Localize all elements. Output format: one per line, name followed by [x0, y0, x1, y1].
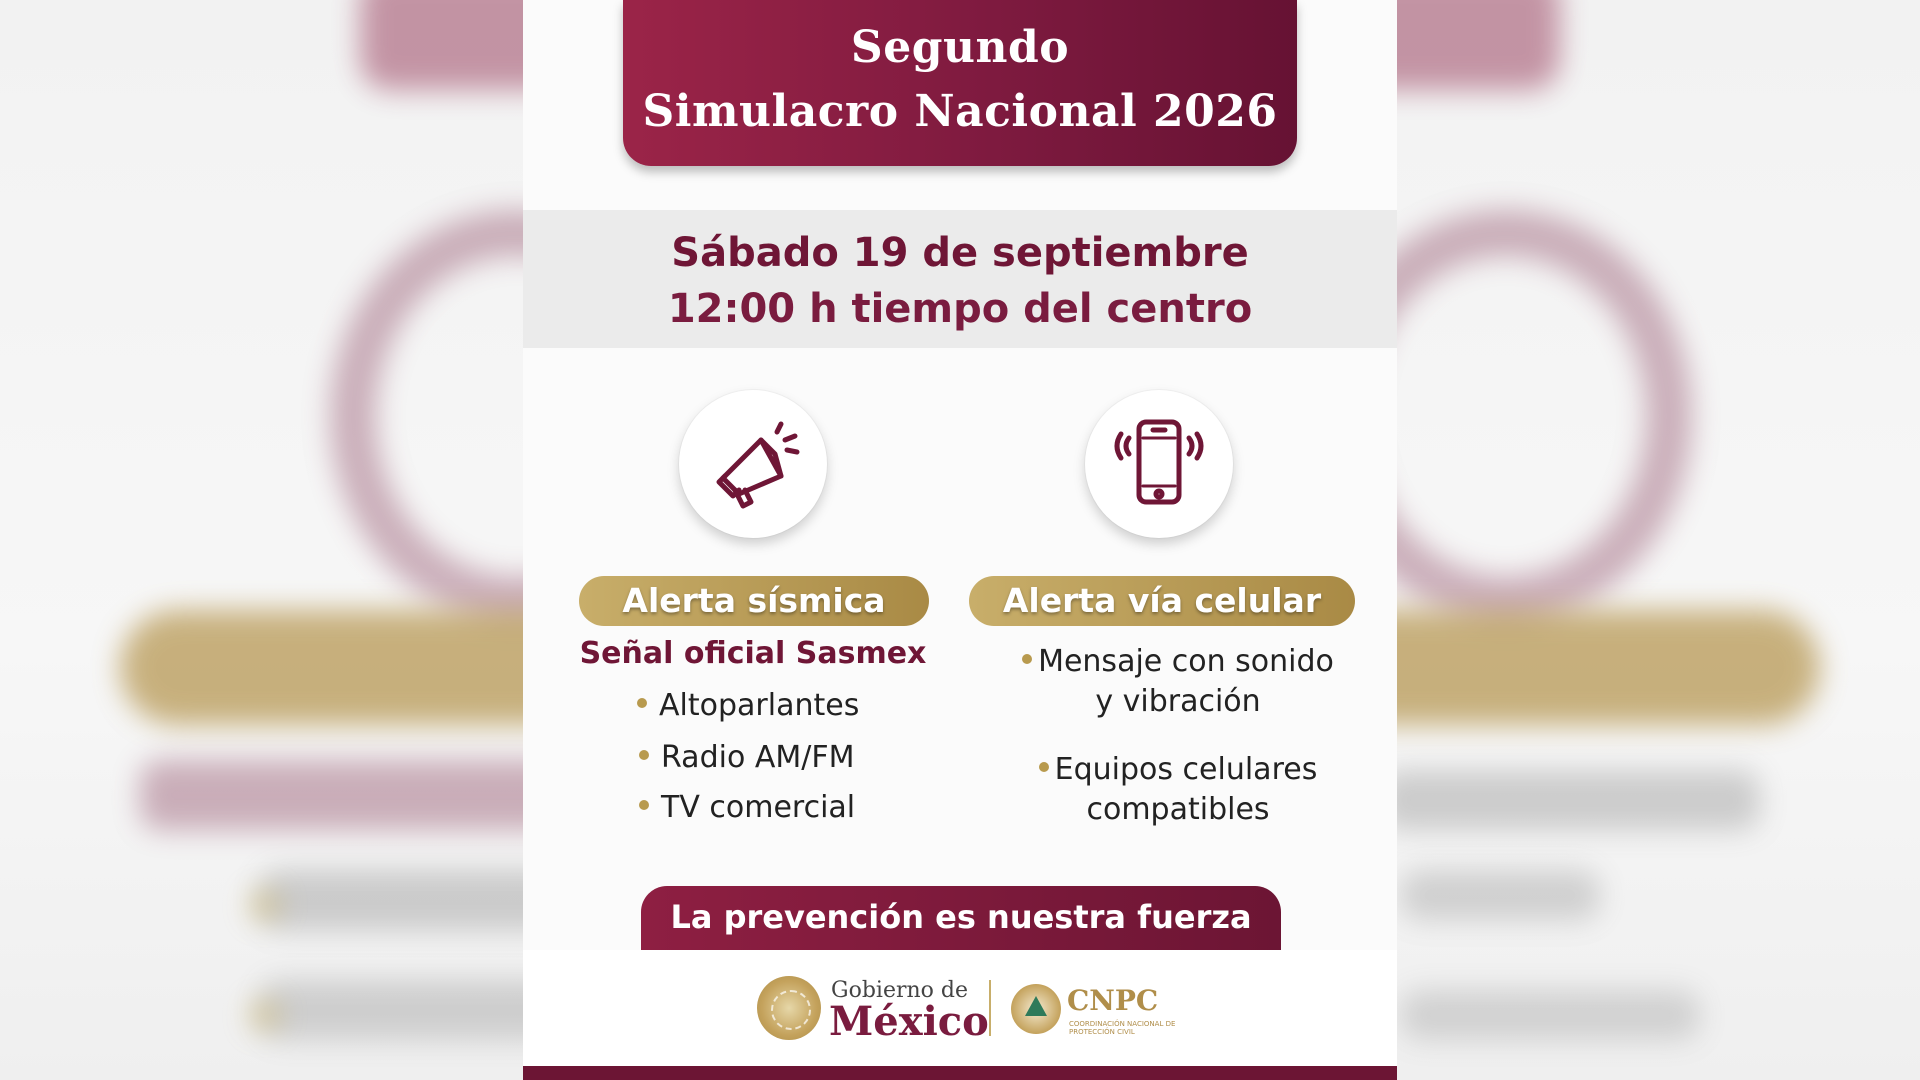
blurred-shape [1400, 990, 1700, 1040]
cnpc-label: CNPC [1067, 984, 1159, 1017]
list-item-label: Equipos celulares [1054, 752, 1318, 787]
blurred-shape [250, 890, 280, 920]
bullet-dot [637, 698, 647, 708]
blurred-shape [1380, 770, 1760, 830]
cnpc-sublabel: COORDINACIÓN NACIONAL DE PROTECCIÓN CIVIL [1069, 1020, 1176, 1036]
footer-bar [523, 1066, 1397, 1080]
blurred-shape [1400, 870, 1600, 920]
phone-alert-pill: Alerta vía celular [969, 576, 1355, 626]
logo-divider [989, 980, 991, 1036]
bullet-dot [1022, 654, 1032, 664]
list-item [993, 642, 1363, 722]
seismic-alert-pill: Alerta sísmica [579, 576, 929, 626]
list-item-label: compatibles [1086, 792, 1270, 827]
mexico-label: México [829, 998, 989, 1045]
date-band [523, 210, 1397, 348]
bullet-dot [1039, 762, 1049, 772]
list-item [639, 790, 855, 825]
phone-icon-circle [1085, 390, 1233, 538]
poster [523, 0, 1397, 1080]
list-item-label: Mensaje con sonido [1038, 644, 1334, 679]
list-item-label: y vibración [1095, 684, 1261, 719]
sasmex-subtitle: Señal oficial Sasmex [579, 636, 927, 671]
list-item [993, 750, 1363, 830]
phone-vibrate-icon [1109, 414, 1209, 514]
title-line-1: Segundo [850, 22, 1070, 73]
bullet-dot [639, 800, 649, 810]
megaphone-icon [705, 416, 801, 512]
list-item-label: TV comercial [661, 790, 856, 825]
bullet-dot [639, 750, 649, 760]
list-item-label: Altoparlantes [659, 688, 860, 723]
list-item-label: Radio AM/FM [661, 740, 855, 775]
blurred-shape [250, 1000, 280, 1030]
title-banner [623, 0, 1297, 166]
list-item [637, 688, 859, 723]
national-seal-icon [757, 976, 821, 1040]
footer [523, 950, 1397, 1066]
cnpc-logo-icon [1011, 984, 1061, 1034]
list-item [639, 740, 855, 775]
title-line-2: Simulacro Nacional 2026 [642, 86, 1278, 137]
blurred-shape [140, 760, 580, 830]
megaphone-icon-circle [679, 390, 827, 538]
date-line-2: 12:00 h tiempo del centro [667, 286, 1253, 332]
date-line-1: Sábado 19 de septiembre [671, 230, 1249, 276]
gobierno-label: Gobierno de [831, 978, 968, 1003]
slogan-banner: La prevención es nuestra fuerza [641, 886, 1281, 950]
